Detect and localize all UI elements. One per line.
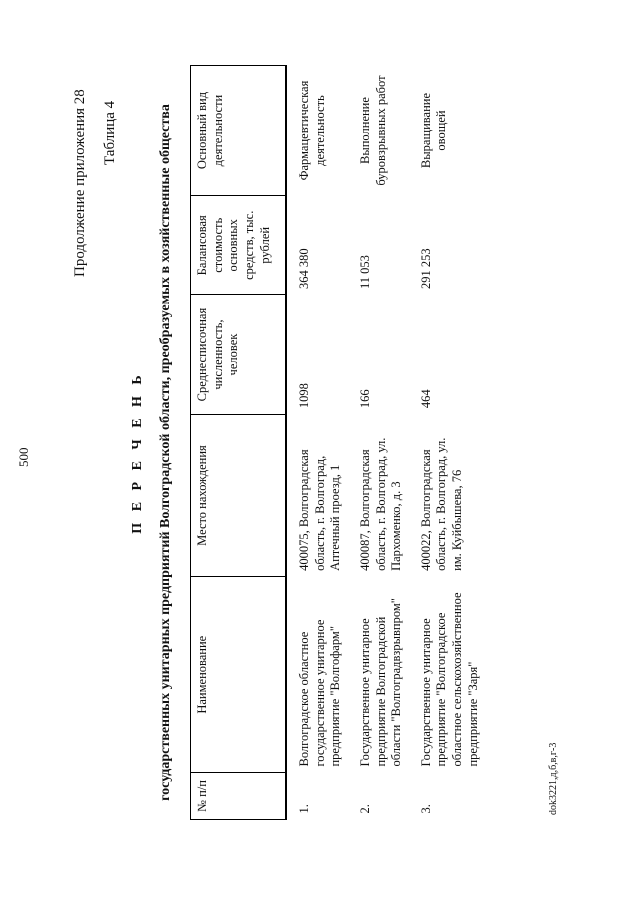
- row-activity: Выполнение буровзрывных работ: [357, 75, 388, 186]
- row-staff: 1098: [297, 383, 311, 409]
- page-number: 500: [16, 447, 31, 467]
- header-name: Наименование: [191, 577, 287, 773]
- row-staff: 166: [357, 389, 372, 409]
- document-subtitle: государственных унитарных предприятий Волгоградской области, преобразуемых в хозяйственные общества: [158, 104, 173, 801]
- row-staff: 464: [418, 389, 433, 409]
- table-row: [287, 66, 348, 820]
- header-staff: Среднесписочная численность, человек: [191, 295, 287, 414]
- table-row: [409, 66, 486, 820]
- row-name: Государственное унитарное предприятие Волгоградской области "Волгоградвзрывпром": [357, 598, 404, 767]
- row-value: 11 053: [357, 255, 372, 289]
- footer-document-code: dok3221,д,б,в,г-3: [548, 742, 559, 815]
- table-header-row: [191, 66, 287, 820]
- enterprises-table: [190, 65, 485, 820]
- row-name: Волгоградское областное государственное унитарное предприятие "Волгофарм": [297, 619, 343, 767]
- row-value: 291 253: [418, 248, 433, 289]
- row-num: 3.: [418, 804, 433, 814]
- row-location: 400087, Волгоградская область, г. Волгоград, ул. Пархоменко, д. 3: [357, 437, 404, 571]
- row-location: 400022, Волгоградская область, г. Волгоград, ул. им. Куйбышева, 76: [418, 437, 464, 571]
- header-activity: Основный вид деятельности: [191, 66, 287, 196]
- row-activity: Выращивание овощей: [418, 93, 449, 169]
- table-row: [348, 66, 409, 820]
- appendix-continuation: Продолжение приложения 28: [72, 89, 88, 277]
- header-num: № п/п: [191, 773, 287, 820]
- header-value: Балансовая стоимость основных средств, тыс. рублей: [191, 196, 287, 295]
- row-name: Государственное унитарное предприятие "Волгоградское областное сельскохозяйственное предприятие "Заря": [418, 592, 480, 767]
- table-label: Таблица 4: [102, 100, 118, 165]
- document-title: П Е Р Е Ч Е Н Ь: [130, 371, 145, 534]
- row-activity: Фармацевтическая деятельность: [297, 80, 327, 181]
- row-location: 400075, Волгоградская область, г. Волгоград, Аптечный проезд, 1: [297, 449, 343, 571]
- row-value: 364 380: [297, 248, 311, 289]
- row-num: 2.: [357, 804, 372, 814]
- header-location: Место нахождения: [191, 414, 287, 577]
- row-num: 1.: [297, 804, 311, 814]
